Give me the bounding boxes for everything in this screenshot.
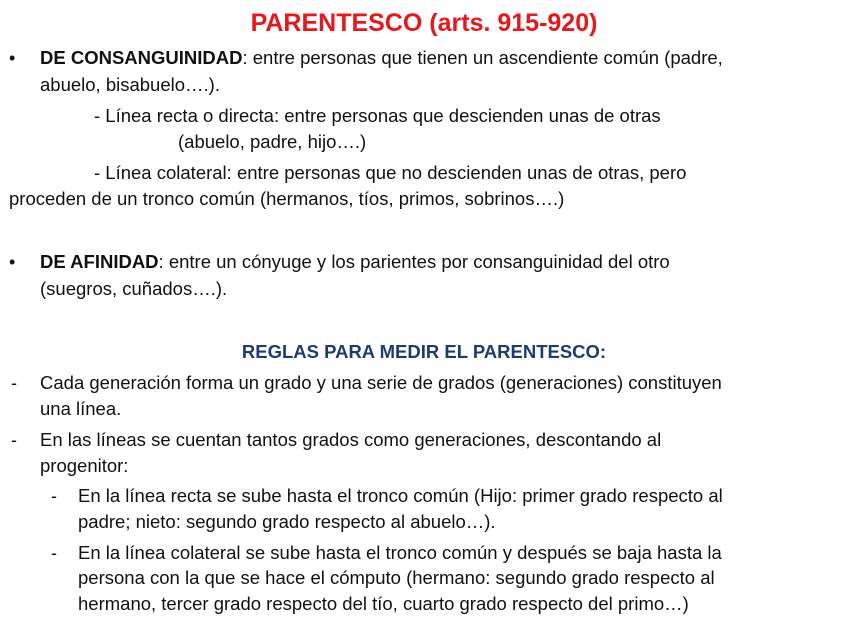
rule-2-line-1: En las líneas se cuentan tantos grados como generaciones, descontando al — [40, 429, 662, 450]
bullet-icon: • — [9, 252, 16, 272]
rule-2b-line-1: En la línea colateral se sube hasta el tronco común y después se baja hasta la — [78, 542, 722, 563]
linea-recta-line-2: (abuelo, padre, hijo….) — [178, 131, 367, 152]
dash-marker: - — [51, 486, 57, 506]
dash-marker: - — [11, 373, 17, 393]
afinidad-heading: DE AFINIDAD — [40, 251, 159, 272]
bullet-icon: • — [9, 48, 16, 68]
dash-marker: - — [11, 430, 17, 450]
linea-colateral-line-2: proceden de un tronco común (hermanos, tíos, primos, sobrinos….) — [9, 188, 565, 209]
rule-2b-line-3: hermano, tercer grado respecto del tío, cuarto grado respecto del primo…) — [78, 593, 689, 614]
rules-heading: REGLAS PARA MEDIR EL PARENTESCO: — [241, 341, 607, 362]
consanguinidad-line-1 — [40, 46, 723, 70]
rule-2a-line-2: padre; nieto: segundo grado respecto al abuelo…). — [78, 511, 496, 532]
rule-1-line-1: Cada generación forma un grado y una serie de grados (generaciones) constituyen — [40, 372, 722, 393]
consanguinidad-text: : entre personas que tienen un ascendiente común (padre, — [242, 47, 723, 68]
afinidad-line-2: (suegros, cuñados….). — [40, 278, 228, 299]
consanguinidad-heading: DE CONSANGUINIDAD — [40, 47, 243, 68]
afinidad-line-1 — [40, 250, 670, 274]
linea-colateral-line-1: - Línea colateral: entre personas que no descienden unas de otras, pero — [94, 162, 687, 183]
linea-recta-line-1: - Línea recta o directa: entre personas que descienden unas de otras — [94, 105, 661, 126]
rule-2-line-2: progenitor: — [40, 455, 129, 476]
dash-marker: - — [51, 543, 57, 563]
page-title: PARENTESCO (arts. 915-920) — [250, 9, 598, 37]
rule-1-line-2: una línea. — [40, 398, 122, 419]
rule-2a-line-1: En la línea recta se sube hasta el tronco común (Hijo: primer grado respecto al — [78, 485, 723, 506]
consanguinidad-line-2: abuelo, bisabuelo….). — [40, 74, 220, 95]
rule-2b-line-2: persona con la que se hace el cómputo (hermano: segundo grado respecto al — [78, 567, 715, 588]
afinidad-text: : entre un cónyuge y los parientes por consanguinidad del otro — [158, 251, 670, 272]
